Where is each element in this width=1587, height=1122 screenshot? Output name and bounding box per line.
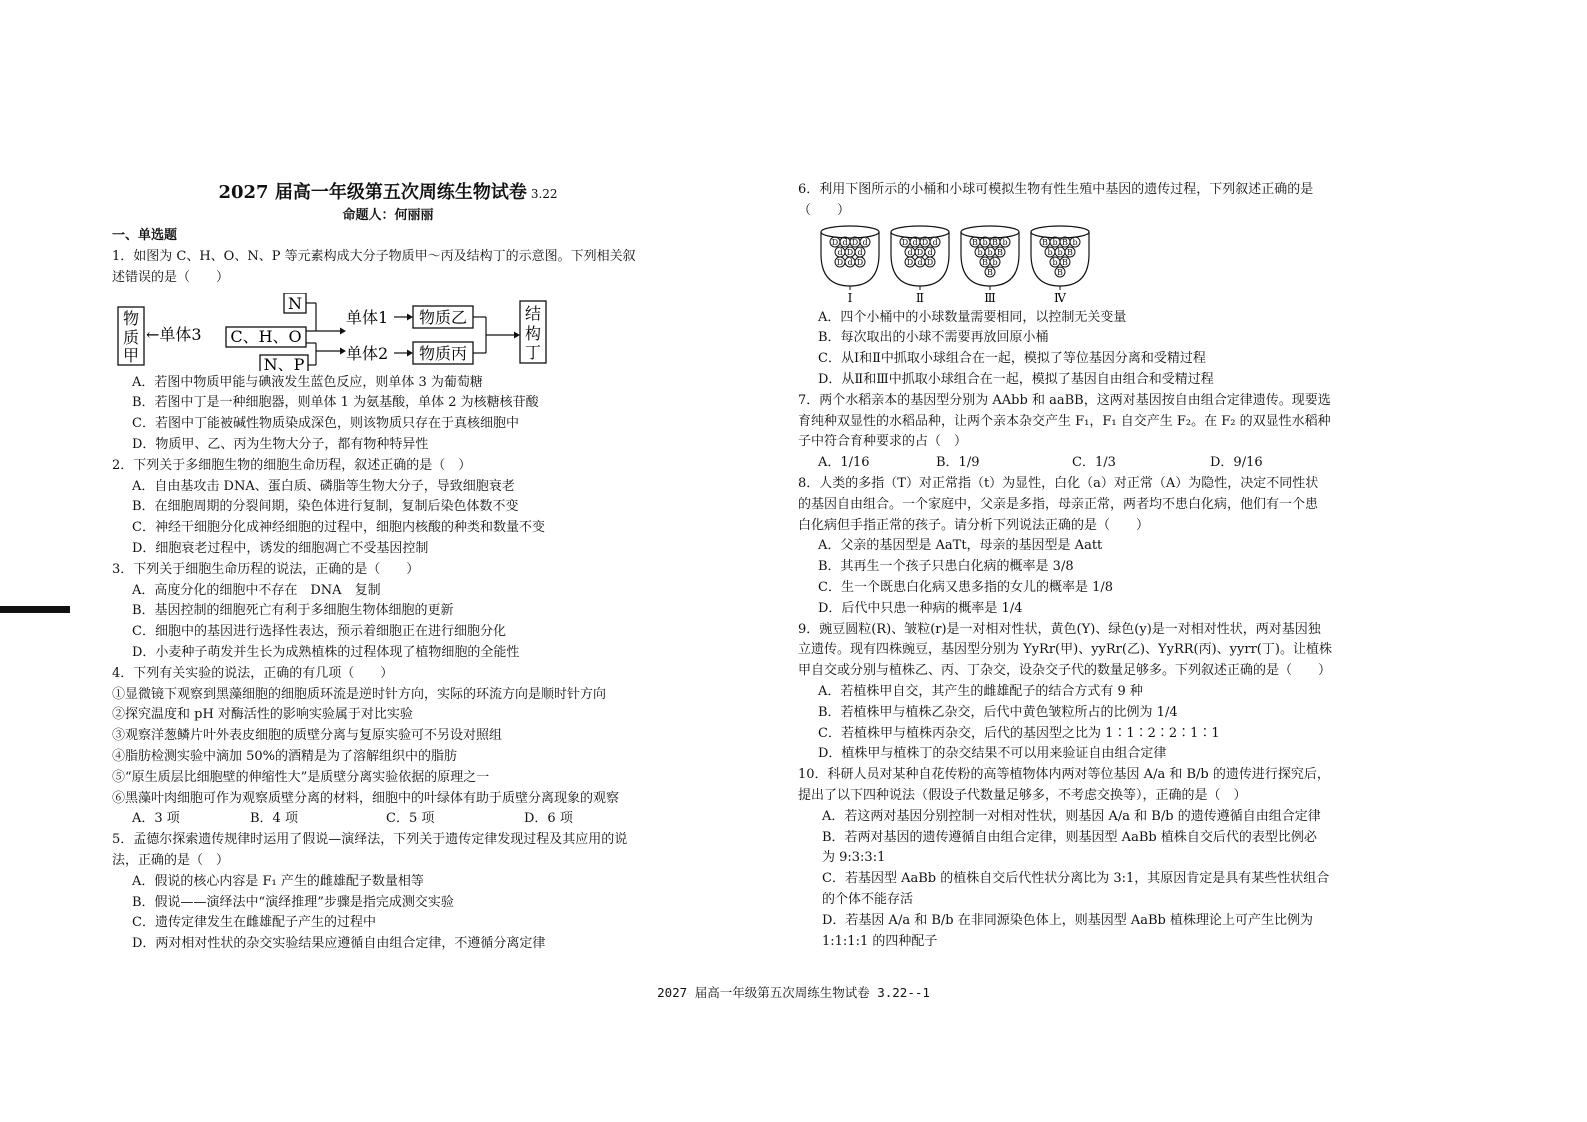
option-row — [112, 809, 664, 830]
option: D．细胞衰老过程中，诱发的细胞凋亡不受基因控制 — [132, 540, 429, 556]
molecule-diagram-svg — [114, 293, 564, 371]
statement-item: ⑥黑藻叶肉细胞可作为观察质壁分离的材料，细胞中的叶绿体有助于质壁分离现象的观察 — [112, 790, 620, 806]
svg-text:B: B — [972, 237, 978, 247]
svg-text:D: D — [836, 257, 844, 267]
title-text: 2027 届高一年级第五次周练生物试卷 — [218, 182, 527, 203]
right-column — [798, 180, 1358, 952]
option: B．基因控制的细胞死亡有利于多细胞生物体细胞的更新 — [132, 603, 454, 619]
option: D．后代中只患一种病的概率是 1/4 — [818, 600, 1023, 616]
option: B．若两对基因的遗传遵循自由组合定律，则基因型 AaBb 植株自交后代的表型比例必 — [822, 829, 1317, 845]
question-2 — [112, 456, 664, 560]
svg-text:d: d — [917, 257, 923, 267]
svg-text:D: D — [906, 257, 914, 267]
option: A．1/16 — [818, 455, 870, 471]
n-label: N — [288, 293, 302, 313]
option: B．假说——演绎法中“演绎推理”步骤是指完成测交实验 — [132, 894, 454, 910]
question-stem: 5．孟德尔探索遗传规律时运用了假说—演绎法，下列关于遗传定律发现过程及其应用的说 — [112, 832, 628, 848]
option: A．四个小桶中的小球数量需要相同，以控制无关变量 — [818, 309, 1127, 325]
svg-text:b: b — [1047, 247, 1053, 257]
question-stem: 9．豌豆圆粒(R)、皱粒(r)是一对相对性状，黄色(Y)、绿色(y)是一对相对性状，两对基因独 — [798, 621, 1321, 637]
question-stem: 10．科研人员对某种自花传粉的高等植物体内两对等位基因 A/a 和 B/b 的遗传进行探究后， — [798, 767, 1330, 783]
svg-text:D: D — [851, 237, 859, 247]
svg-text:B: B — [1062, 257, 1068, 267]
option: C．若图中丁能被碱性物质染成深色，则该物质只存在于真核细胞中 — [132, 416, 519, 432]
option: C．1/3 — [1072, 455, 1116, 471]
page-footer: 2027 届高一年级第五次周练生物试卷 3.22--1 — [657, 985, 930, 1000]
option: D．植株甲与植株丁的杂交结果不可以用来验证自由组合定律 — [818, 746, 1167, 762]
question-10 — [798, 765, 1358, 952]
option: C．若基因型 AaBb 的植株自交后代性状分离比为 3:1，其原因肯定是具有某些性状组合 — [822, 871, 1330, 887]
svg-text:B: B — [1042, 237, 1048, 247]
bucket-label: Ⅱ — [915, 290, 925, 305]
question-stem: 2．下列关于多细胞生物的细胞生命历程，叙述正确的是（ ） — [112, 457, 472, 473]
wuzhi-bing-label: 物质丙 — [418, 343, 468, 363]
svg-text:b: b — [982, 237, 988, 247]
svg-text:B: B — [982, 257, 988, 267]
option: B．每次取出的小球不需要再放回原小桶 — [818, 330, 1049, 346]
question-stem: 白化病但手指正常的孩子。请分析下列说法正确的是（ ） — [798, 517, 1150, 533]
svg-text:d: d — [927, 247, 933, 257]
bucket-4 — [1031, 226, 1089, 305]
option: D．9/16 — [1210, 455, 1263, 471]
question-stem: 甲自交或分别与植株乙、丙、丁杂交，设杂交子代的数量足够多。下列叙述正确的是（ ） — [798, 663, 1332, 679]
svg-text:d: d — [847, 257, 853, 267]
svg-text:b: b — [987, 247, 993, 257]
option: B．4 项 — [250, 811, 298, 827]
option: C．遗传定律发生在雌雄配子产生的过程中 — [132, 915, 376, 931]
option: B．在细胞周期的分裂间期，染色体进行复制，复制后染色体数不变 — [132, 499, 519, 515]
question-stem: 子中符合育种要求的占（ ） — [798, 434, 968, 450]
question-stem: 育纯种双显性的水稻品种，让两个亲本杂交产生 F₁，F₁ 自交产生 F₂。在 F₂ 的双显性水稻种 — [798, 413, 1331, 429]
question-stem: 7．两个水稻亲本的基因型分别为 AAbb 和 aaBB，这两对基因按自由组合定律遗传。现要选 — [798, 392, 1331, 408]
question-4 — [112, 664, 664, 830]
option: A．高度分化的细胞中不存在 DNA 复制 — [132, 582, 381, 598]
svg-text:b: b — [992, 257, 998, 267]
question-stem: 述错误的是（ ） — [112, 269, 230, 285]
question-stem: 的基因自由组合。一个家庭中，父亲是多指，母亲正常，两者均不患白化病，他们有一个患 — [798, 496, 1319, 512]
svg-text:d: d — [837, 247, 843, 257]
svg-text:d: d — [862, 237, 868, 247]
question-stem: 法，正确的是（ ） — [112, 852, 230, 868]
question-stem: 1．如图为 C、H、O、N、P 等元素构成大分子物质甲～丙及结构丁的示意图。下列相关叙 — [112, 249, 636, 264]
statement-item: ⑤“原生质层比细胞壁的伸缩性大”是质壁分离实验依据的原理之一 — [112, 769, 490, 785]
bucket-label: Ⅰ — [847, 290, 853, 305]
question-stem: 3．下列关于细胞生命历程的说法，正确的是（ ） — [112, 561, 420, 577]
option: C．细胞中的基因进行选择性表达，预示着细胞正在进行细胞分化 — [132, 624, 506, 640]
bucket-label: Ⅳ — [1054, 290, 1066, 305]
svg-text:B: B — [1062, 237, 1068, 247]
question-8 — [798, 474, 1358, 620]
svg-text:d: d — [912, 237, 918, 247]
option: A．若这两对基因分别控制一对相对性状，则基因 A/a 和 B/b 的遗传遵循自由组合定律 — [822, 808, 1321, 824]
question-stem: （ ） — [798, 202, 851, 218]
option-continued: 的个体不能存活 — [822, 891, 914, 907]
option: D．物质甲、乙、丙为生物大分子，都有物种特异性 — [132, 436, 429, 452]
svg-text:D: D — [901, 237, 909, 247]
svg-text:b: b — [1052, 237, 1058, 247]
svg-text:D: D — [846, 247, 854, 257]
option: C．从Ⅰ和Ⅱ中抓取小球组合在一起，模拟了等位基因分离和受精过程 — [818, 351, 1206, 367]
jiegou-ding-char: 丁 — [524, 342, 542, 362]
svg-text:D: D — [916, 247, 924, 257]
option: A．自由基攻击 DNA、蛋白质、磷脂等生物大分子，导致细胞衰老 — [132, 478, 515, 494]
option-continued: 为 9:3:3:1 — [822, 850, 886, 866]
svg-text:b: b — [1072, 237, 1078, 247]
molecule-diagram — [114, 293, 564, 371]
title-date: 3.22 — [530, 187, 558, 201]
danti1-label: 单体1 — [346, 307, 389, 327]
author-line: 命题人：何丽丽 — [342, 208, 434, 223]
option: D．从Ⅱ和Ⅲ中抓取小球组合在一起，模拟了基因自由组合和受精过程 — [818, 371, 1214, 387]
svg-text:D: D — [831, 237, 839, 247]
exam-title — [112, 180, 664, 207]
svg-text:b: b — [1002, 237, 1008, 247]
option: A．假说的核心内容是 F₁ 产生的雌雄配子数量相等 — [132, 873, 424, 889]
option: A．若植株甲自交，其产生的雌雄配子的结合方式有 9 种 — [818, 683, 1143, 699]
svg-text:d: d — [857, 247, 863, 257]
question-stem: 提出了以下四种说法（假设子代数量足够多，不考虑交换等），正确的是（ ） — [798, 787, 1247, 803]
question-1 — [112, 247, 664, 456]
svg-text:b: b — [1052, 257, 1058, 267]
svg-text:B: B — [987, 267, 993, 277]
question-stem: 4．下列有关实验的说法，正确的有几项（ ） — [112, 665, 394, 681]
left-column — [112, 180, 664, 955]
jiegou-ding-char: 结 — [524, 303, 542, 323]
option: B．其再生一个孩子只患白化病的概率是 3/8 — [818, 559, 1074, 575]
option: B．若植株甲与植株乙杂交，后代中黄色皱粒所占的比例为 1/4 — [818, 704, 1178, 720]
statement-item: ②探究温度和 pH 对酶活性的影响实验属于对比实验 — [112, 707, 413, 723]
bucket-figure-svg — [820, 224, 1110, 306]
np-label: N、P — [263, 354, 305, 371]
statement-item: ①显微镜下观察到黑藻细胞的细胞质环流是逆时针方向，实际的环流方向是顺时针方向 — [112, 686, 607, 702]
option: A．父亲的基因型是 AaTt，母亲的基因型是 Aatt — [818, 538, 1103, 554]
svg-text:B: B — [997, 247, 1003, 257]
question-9 — [798, 620, 1358, 766]
svg-text:b: b — [977, 247, 983, 257]
question-7 — [798, 391, 1358, 474]
question-6 — [798, 180, 1358, 391]
wuzhi-yi-label: 物质乙 — [418, 307, 468, 327]
option: B．1/9 — [936, 455, 980, 471]
jiegou-ding-char: 构 — [524, 323, 542, 343]
option: A．3 项 — [132, 811, 180, 827]
svg-text:B: B — [1057, 267, 1063, 277]
option: C．5 项 — [386, 811, 435, 827]
statement-item: ③观察洋葱鳞片叶外表皮细胞的质壁分离与复原实验可不另设对照组 — [112, 728, 503, 744]
option: D．6 项 — [524, 811, 573, 827]
svg-text:D: D — [926, 257, 934, 267]
svg-text:d: d — [907, 247, 913, 257]
question-5 — [112, 830, 664, 955]
section-heading: 一、单选题 — [112, 228, 178, 243]
svg-text:b: b — [1057, 247, 1063, 257]
option: C．神经干细胞分化成神经细胞的过程中，细胞内核酸的种类和数量不变 — [132, 520, 545, 536]
svg-text:B: B — [1067, 247, 1073, 257]
statement-item: ④脂肪检测实验中滴加 50%的酒精是为了溶解组织中的脂肪 — [112, 748, 458, 764]
option: C．若植株甲与植株丙杂交，后代的基因型之比为 1∶1∶2∶2∶1∶1 — [818, 725, 1220, 741]
margin-bar — [0, 606, 70, 613]
bucket-label: Ⅲ — [984, 290, 996, 305]
svg-text:D: D — [921, 237, 929, 247]
wuzhi-jia-char: 物 — [122, 308, 140, 328]
option: D．小麦种子萌发并生长为成熟植株的过程体现了植物细胞的全能性 — [132, 644, 520, 660]
question-stem: 立遗传。现有四株豌豆，基因型分别为 YyRr(甲)、yyRr(乙)、YyRR(丙)、yyrr(丁)。让植株 — [798, 642, 1332, 658]
svg-text:d: d — [932, 237, 938, 247]
wuzhi-jia-char: 质 — [122, 327, 140, 347]
option-row — [798, 453, 1358, 474]
option: C．生一个既患白化病又患多指的女儿的概率是 1/8 — [818, 579, 1114, 595]
question-stem: 8．人类的多指（T）对正常指（t）为显性，白化（a）对正常（A）为隐性，决定不同性状 — [798, 475, 1319, 491]
question-3 — [112, 560, 664, 664]
svg-text:D: D — [856, 257, 864, 267]
option: D．若基因 A/a 和 B/b 在非同源染色体上，则基因型 AaBb 植株理论上可产生比例为 — [822, 912, 1314, 928]
svg-text:d: d — [842, 237, 848, 247]
bucket-2 — [891, 226, 949, 305]
bucket-figure — [820, 224, 1110, 306]
bucket-3 — [961, 226, 1019, 305]
option: B．若图中丁是一种细胞器，则单体 1 为氨基酸，单体 2 为核糖核苷酸 — [132, 395, 539, 411]
option: A．若图中物质甲能与碘液发生蓝色反应，则单体 3 为葡萄糖 — [132, 374, 483, 390]
svg-text:B: B — [992, 237, 998, 247]
bucket-1 — [821, 226, 879, 305]
cho-label: C、H、O — [230, 326, 302, 346]
option-continued: 1:1:1:1 的四种配子 — [822, 933, 938, 949]
question-stem: 6．利用下图所示的小桶和小球可模拟生物有性生殖中基因的遗传过程，下列叙述正确的是 — [798, 182, 1314, 197]
danti3-label: ←单体3 — [146, 324, 202, 344]
option: D．两对相对性状的杂交实验结果应遵循自由组合定律，不遵循分离定律 — [132, 936, 546, 952]
danti2-label: 单体2 — [346, 343, 389, 363]
wuzhi-jia-char: 甲 — [122, 345, 140, 365]
